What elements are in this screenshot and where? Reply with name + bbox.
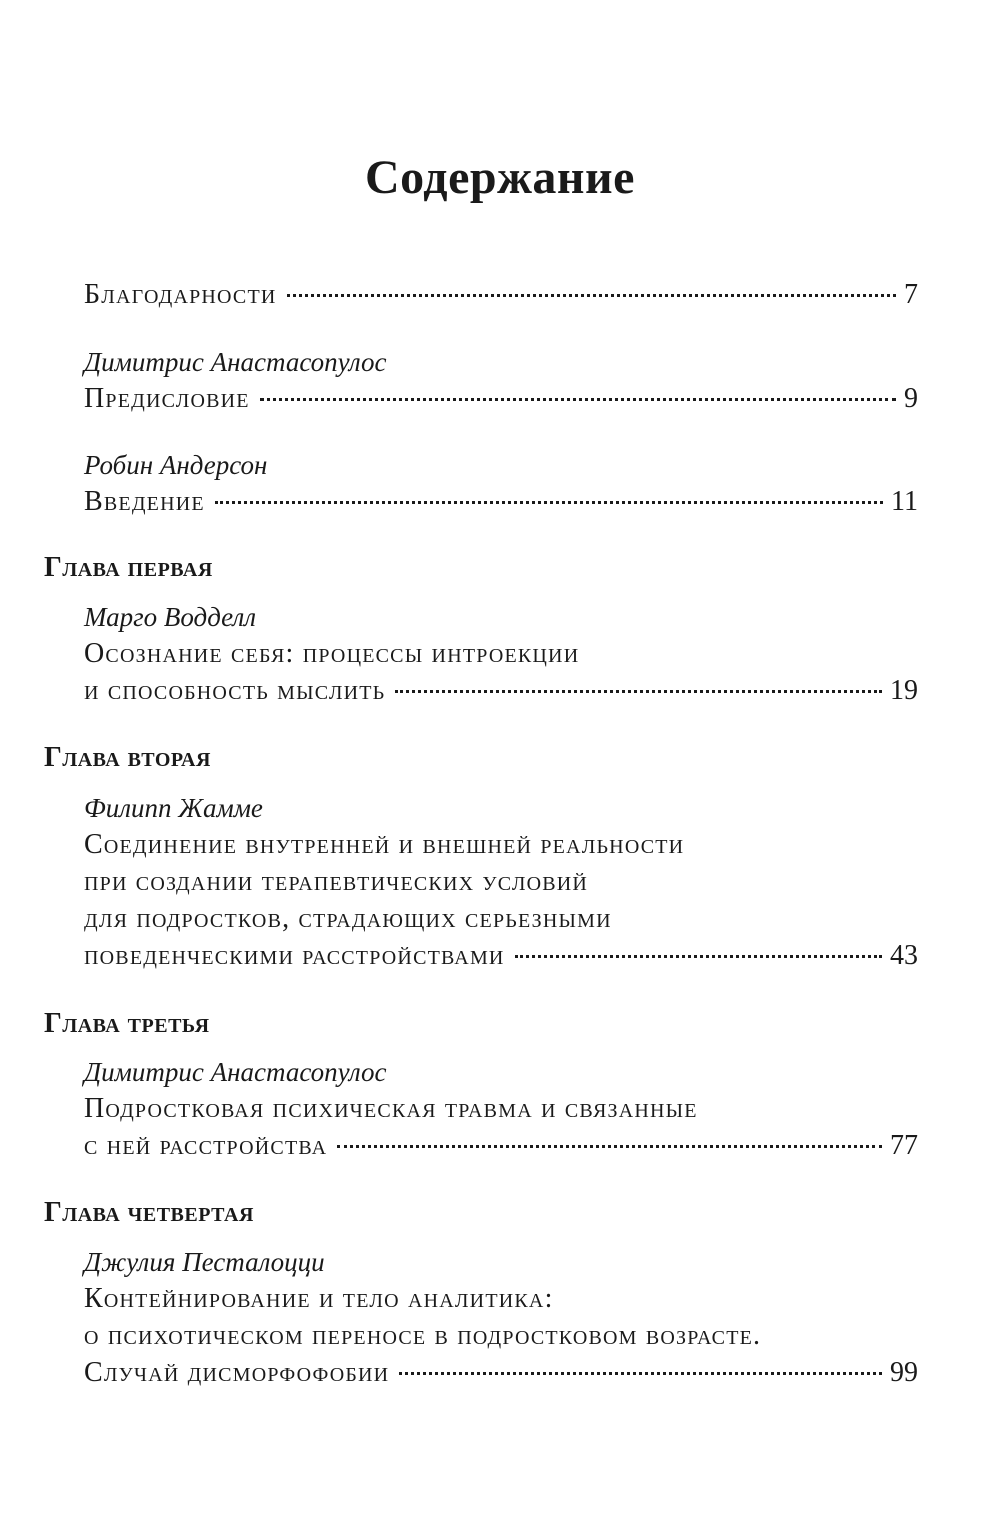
chapter-heading: Глава третья xyxy=(44,1008,210,1039)
page-title: Содержание xyxy=(365,151,635,204)
dot-leader xyxy=(260,398,896,401)
entry-title-line: Соединение внутренней и внешней реальности xyxy=(84,829,685,860)
toc-entry-acknowledgements xyxy=(84,276,918,313)
toc-entry-line xyxy=(84,1354,918,1391)
dot-leader xyxy=(399,1372,882,1375)
entry-author: Филипп Жамме xyxy=(84,793,263,823)
entry-title: с ней расстройства xyxy=(84,1130,328,1161)
entry-title-line: о психотическом переносе в подростковом возрасте. xyxy=(84,1320,762,1351)
toc-entry-line xyxy=(84,937,918,974)
chapter-heading: Глава четвертая xyxy=(44,1197,254,1228)
chapter-heading: Глава первая xyxy=(44,552,213,583)
toc-entry-line xyxy=(84,1127,918,1164)
entry-title: Введение xyxy=(84,486,205,517)
entry-title: поведенческими расстройствами xyxy=(84,940,505,971)
entry-author: Марго Водделл xyxy=(84,602,257,632)
toc-entry-chapter-1 xyxy=(84,600,918,709)
entry-title-line: Контейнирование и тело аналитика: xyxy=(84,1283,554,1314)
toc-entry-line xyxy=(84,380,918,417)
toc-entry-introduction xyxy=(84,448,918,520)
page-number: 9 xyxy=(904,383,918,414)
dot-leader xyxy=(215,501,883,504)
entry-author: Робин Андерсон xyxy=(84,450,268,480)
page-number: 11 xyxy=(891,486,918,517)
page-number: 77 xyxy=(890,1130,918,1161)
toc-entry-chapter-2 xyxy=(84,791,918,974)
entry-title: Случай дисморфофобии xyxy=(84,1357,390,1388)
dot-leader xyxy=(395,690,882,693)
entry-title: Предисловие xyxy=(84,383,250,414)
entry-title-line: Осознание себя: процессы интроекции xyxy=(84,638,580,669)
page-number: 7 xyxy=(904,279,918,310)
entry-author: Джулия Песталоцци xyxy=(84,1247,325,1277)
toc-entry-line xyxy=(84,483,918,520)
entry-author: Димитрис Анастасопулос xyxy=(84,1057,387,1087)
dot-leader xyxy=(337,1145,882,1148)
page-number: 19 xyxy=(890,675,918,706)
entry-title: и способность мыслить xyxy=(84,675,386,706)
toc-entry-line xyxy=(84,672,918,709)
entry-title-line: для подростков, страдающих серьезными xyxy=(84,903,612,934)
dot-leader xyxy=(287,294,896,297)
page-number: 43 xyxy=(890,940,918,971)
entry-title: Благодарности xyxy=(84,279,277,310)
toc-entry-preface xyxy=(84,345,918,417)
toc-entry-chapter-4 xyxy=(84,1245,918,1391)
toc-entry-chapter-3 xyxy=(84,1055,918,1164)
page-number: 99 xyxy=(890,1357,918,1388)
entry-author: Димитрис Анастасопулос xyxy=(84,347,387,377)
chapter-heading: Глава вторая xyxy=(44,742,211,773)
toc-entry-line xyxy=(84,276,918,313)
entry-title-line: Подростковая психическая травма и связанные xyxy=(84,1093,698,1124)
dot-leader xyxy=(515,955,882,958)
entry-title-line: при создании терапевтических условий xyxy=(84,866,589,897)
